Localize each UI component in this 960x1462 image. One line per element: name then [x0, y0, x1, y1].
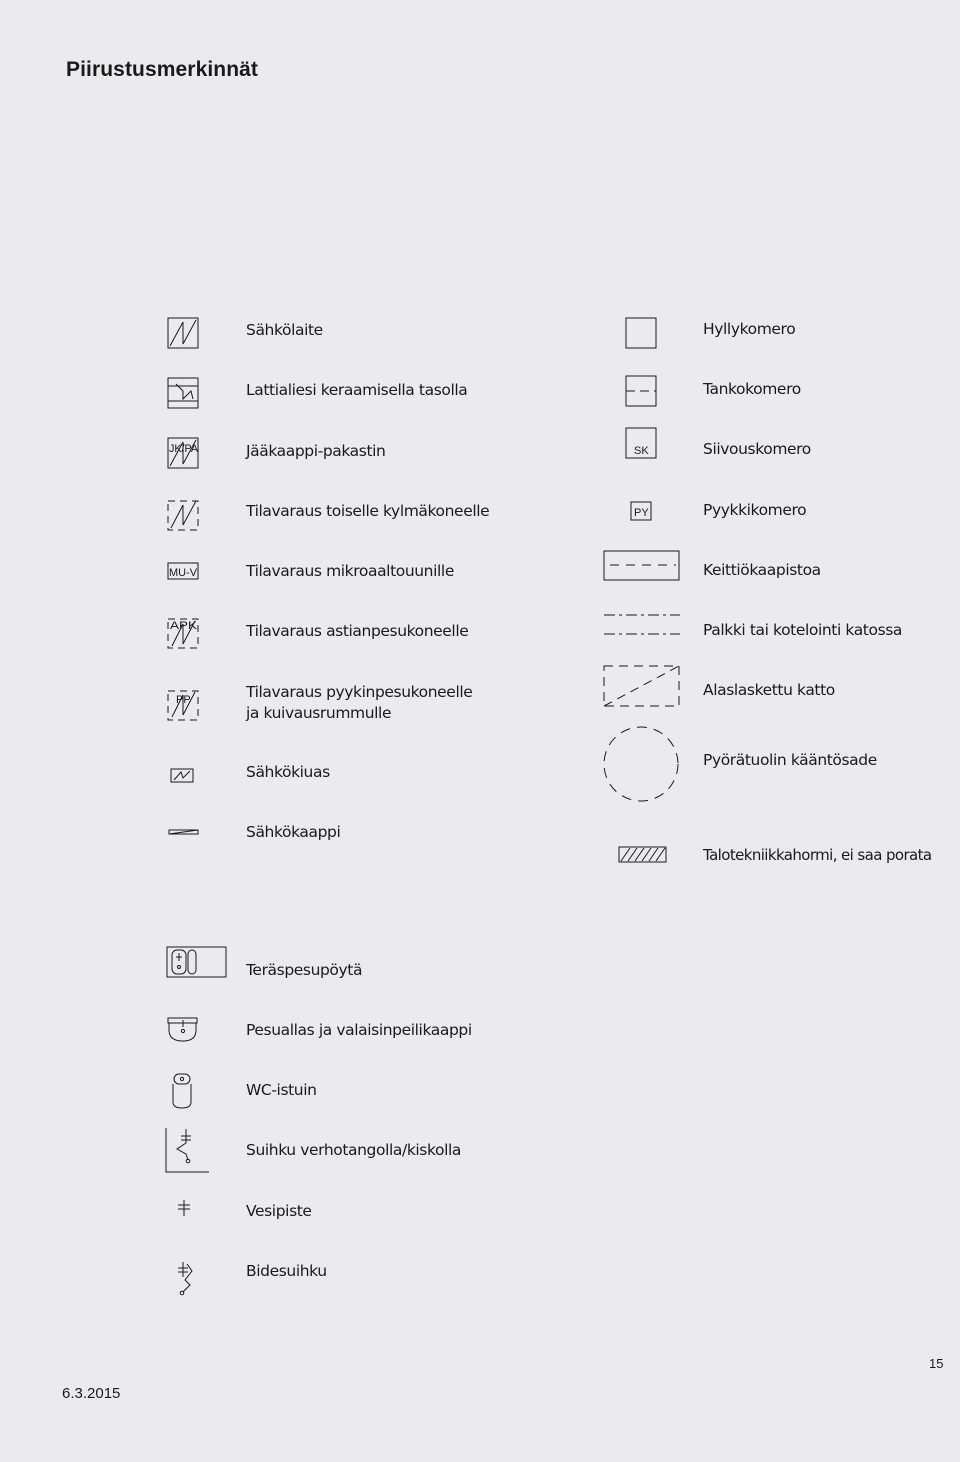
rod-cabinet-icon [625, 375, 659, 409]
label-cleaning-cabinet: Siivouskomero [703, 440, 811, 458]
toilet-icon [169, 1071, 197, 1111]
label-rod-cabinet: Tankokomero [703, 380, 801, 398]
ceramic-stove-icon [167, 377, 201, 411]
bidet-shower-icon [173, 1259, 199, 1299]
label-microwave-reservation: Tilavaraus mikroaaltouunille [246, 562, 454, 580]
fridge-freezer-symbol-text: JK/PA [169, 443, 199, 455]
wheelchair-turning-radius-icon [601, 724, 683, 804]
electric-appliance-icon [167, 317, 201, 351]
label-water-point: Vesipiste [246, 1202, 312, 1220]
cold-appliance-reservation-icon [167, 498, 201, 532]
label-ceramic-stove: Lattialiesi keraamisella tasolla [246, 381, 468, 399]
label-shower: Suihku verhotangolla/kiskolla [246, 1141, 461, 1159]
label-electric-appliance: Sähkölaite [246, 321, 323, 339]
label-kitchen-cabinets: Keittiökaapistoa [703, 561, 821, 579]
label-shelf-cabinet: Hyllykomero [703, 320, 796, 338]
ceiling-beam-icon [601, 611, 683, 639]
footer-date: 6.3.2015 [62, 1385, 121, 1402]
steel-sink-icon [165, 944, 229, 980]
label-service-shaft: Talotekniikkahormi, ei saa porata [703, 846, 932, 864]
laundry-symbol-text: PY [634, 507, 649, 519]
sauna-heater-icon [169, 766, 197, 786]
water-point-icon [175, 1198, 195, 1218]
shelf-cabinet-icon [625, 317, 659, 351]
electrical-cabinet-icon [167, 827, 201, 837]
label-cold-appliance-reservation: Tilavaraus toiselle kylmäkoneelle [246, 502, 490, 520]
fridge-freezer-icon [167, 437, 201, 471]
label-line: ja kuivausrummulle [246, 704, 392, 722]
cleaning-cabinet-icon [625, 427, 659, 461]
laundry-cabinet-icon [629, 500, 655, 524]
label-dishwasher-reservation: Tilavaraus astianpesukoneelle [246, 622, 469, 640]
microwave-symbol-text: MU-V [169, 567, 198, 579]
kitchen-cabinets-icon [601, 549, 681, 583]
page-title: Piirustusmerkinnät [66, 58, 259, 81]
label-lowered-ceiling: Alaslaskettu katto [703, 681, 835, 699]
label-line: Tilavaraus pyykinpesukoneelle [246, 683, 473, 701]
label-steel-sink: Teräspesupöytä [246, 961, 363, 979]
label-washbasin-mirror-cabinet: Pesuallas ja valaisinpeilikaappi [246, 1021, 472, 1039]
label-fridge-freezer: Jääkaappi-pakastin [246, 442, 386, 460]
label-bidet-shower: Bidesuihku [246, 1262, 327, 1280]
label-ceiling-beam: Palkki tai kotelointi katossa [703, 621, 903, 639]
service-shaft-icon [617, 845, 669, 867]
microwave-reservation-icon [167, 561, 201, 583]
label-washer-dryer-reservation [246, 682, 472, 724]
label-electrical-cabinet: Sähkökaappi [246, 823, 341, 841]
shower-curtain-rail-icon [160, 1125, 212, 1177]
dishwasher-reservation-icon [167, 617, 201, 651]
cleaning-symbol-text: SK [634, 445, 649, 457]
washer-dryer-reservation-icon [167, 688, 201, 722]
label-laundry-cabinet: Pyykkikomero [703, 501, 807, 519]
dishwasher-symbol-text: APK [170, 620, 198, 632]
lowered-ceiling-icon [601, 663, 683, 709]
label-wheelchair-turning-radius: Pyörätuolin kääntösade [703, 751, 877, 769]
label-toilet: WC-istuin [246, 1081, 317, 1099]
washbasin-mirror-cabinet-icon [165, 1014, 201, 1046]
washer-dryer-symbol-text: PP [176, 694, 191, 706]
page-number: 15 [929, 1356, 944, 1371]
label-sauna-heater: Sähkökiuas [246, 763, 330, 781]
